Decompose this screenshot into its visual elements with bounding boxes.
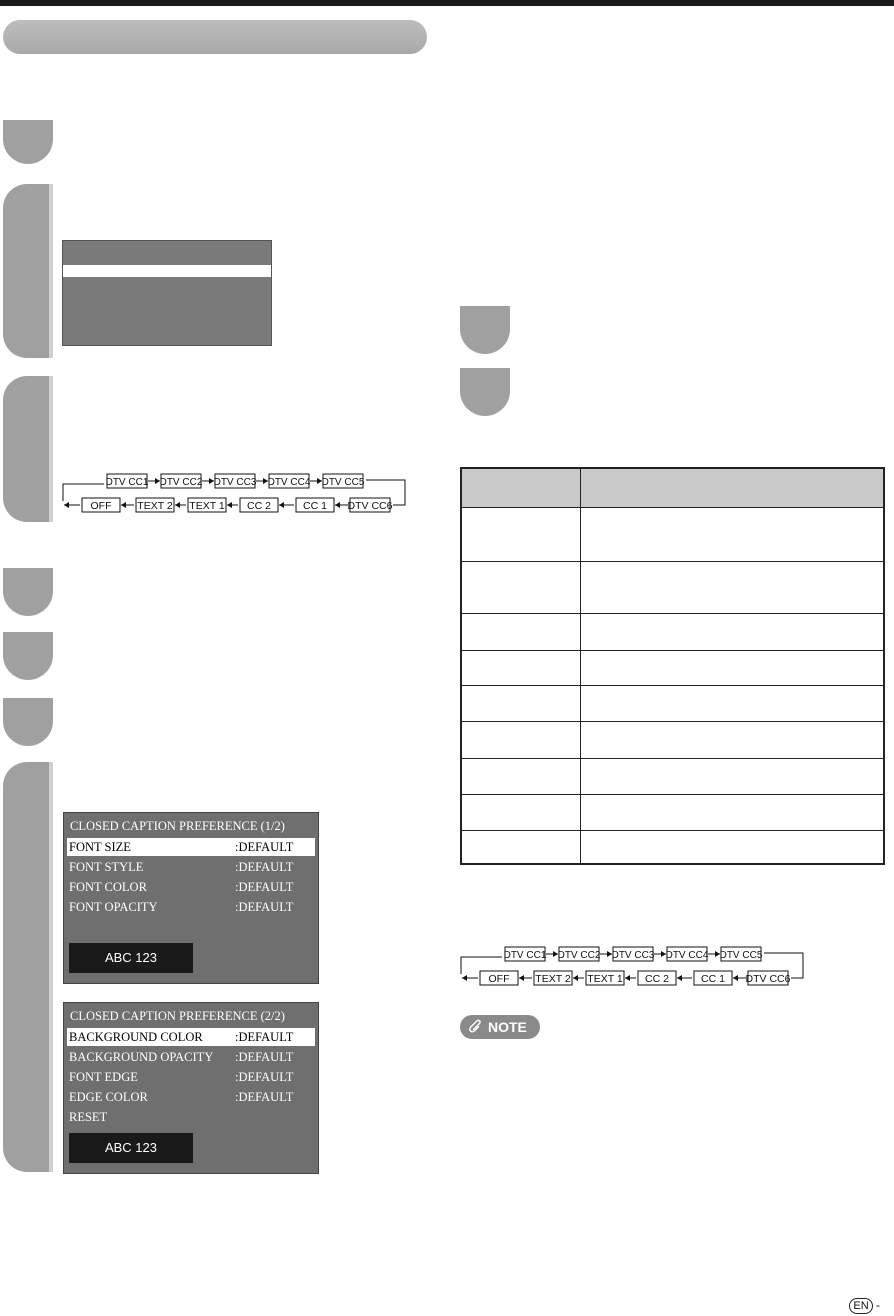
svg-text:OFF: OFF [90,500,112,512]
caption-mode-box [136,498,174,512]
caption-mode-box [240,498,278,512]
step-1-marker [3,120,53,164]
svg-text:TEXT 1: TEXT 1 [189,500,225,512]
cc-pref-row-font-size[interactable]: FONT SIZE :DEFAULT [67,838,315,856]
svg-text:CC 1: CC 1 [701,973,725,985]
caption-cycle-diagram-1 [60,470,415,523]
svg-text:DTV CC4: DTV CC4 [267,477,311,488]
svg-text:CC 1: CC 1 [303,500,327,512]
caption-mode-box [558,947,601,961]
cc-pref-row-reset[interactable]: RESET [69,1110,108,1124]
svg-text:TEXT 1: TEXT 1 [587,973,623,985]
caption-mode-box [586,971,624,985]
caption-cycle-svg [60,470,415,518]
cc-pref-row-font-color[interactable]: FONT COLOR :DEFAULT [69,880,294,894]
table-row-divider [462,794,883,795]
table-row-divider [462,721,883,722]
caption-mode-box [666,947,709,961]
step-7-marker [3,762,53,1172]
caption-sample-preview: ABC 123 [69,1133,193,1163]
cc-pref-title: CLOSED CAPTION PREFERENCE (1/2) [70,819,285,833]
cc-preference-screen-1 [63,812,319,984]
svg-text:TEXT 2: TEXT 2 [535,973,571,985]
cc-pref-row-font-opacity[interactable]: FONT OPACITY :DEFAULT [69,900,294,914]
caption-mode-box [160,474,203,488]
caption-cycle-diagram-2 [458,943,813,996]
caption-mode-box [638,971,676,985]
section-heading-bar [3,20,427,54]
step-5-marker [3,632,53,680]
caption-mode-box [322,474,365,488]
cc-pref-title: CLOSED CAPTION PREFERENCE (2/2) [70,1009,285,1023]
settings-table [460,467,885,865]
svg-text:TEXT 2: TEXT 2 [137,500,173,512]
caption-mode-box [612,947,655,961]
table-row-divider [462,650,883,651]
caption-menu-screen [62,240,272,346]
cc-pref-row-font-style[interactable]: FONT STYLE :DEFAULT [69,860,294,874]
caption-mode-box [504,947,547,961]
cc-pref-row-background-opacity[interactable]: BACKGROUND OPACITY :DEFAULT [69,1050,294,1064]
cc-preference-screen-2 [63,1002,319,1174]
step-right-2-marker [460,368,510,416]
svg-text:CC 2: CC 2 [247,500,271,512]
step-6-marker [3,698,53,746]
table-row-divider [462,685,883,686]
svg-text:OFF: OFF [488,973,510,985]
top-rule [0,0,894,6]
caption-mode-box [106,474,149,488]
caption-mode-box [694,971,732,985]
cc-pref-row-font-edge[interactable]: FONT EDGE :DEFAULT [69,1070,294,1084]
step-2-marker [3,184,53,358]
step-4-marker [3,568,53,616]
svg-text:DTV CC4: DTV CC4 [665,950,709,961]
caption-mode-box [534,971,572,985]
caption-mode-box [720,947,763,961]
caption-mode-box [82,498,120,512]
caption-mode-box [480,971,518,985]
svg-text:DTV CC1: DTV CC1 [503,950,547,961]
table-row-divider [462,613,883,614]
caption-mode-box [746,971,791,985]
caption-mode-box [188,498,226,512]
svg-text:DTV CC2: DTV CC2 [159,477,203,488]
table-row-divider [462,561,883,562]
table-column-divider [580,469,581,863]
cc-pref-row-background-color[interactable]: BACKGROUND COLOR :DEFAULT [67,1028,315,1046]
caption-mode-box [268,474,311,488]
svg-text:DTV CC1: DTV CC1 [105,477,149,488]
caption-mode-box [214,474,257,488]
table-header [462,469,883,508]
note-badge: NOTE [460,1015,540,1039]
caption-mode-box [296,498,334,512]
svg-text:CC 2: CC 2 [645,973,669,985]
page-language-badge: EN - [849,1298,880,1314]
table-row-divider [462,758,883,759]
svg-text:DTV CC2: DTV CC2 [557,950,601,961]
svg-text:DTV CC3: DTV CC3 [213,477,257,488]
step-3-marker [3,376,53,522]
caption-cycle-svg [458,943,813,991]
menu-highlight-row [63,265,271,277]
svg-text:DTV CC5: DTV CC5 [719,950,763,961]
svg-text:DTV CC6: DTV CC6 [745,973,791,985]
table-row-divider [462,830,883,831]
paperclip-icon [468,1019,484,1035]
caption-sample-preview: ABC 123 [69,943,193,973]
caption-mode-box [348,498,393,512]
svg-text:DTV CC3: DTV CC3 [611,950,655,961]
svg-text:DTV CC5: DTV CC5 [321,477,365,488]
step-right-1-marker [460,306,510,354]
svg-text:DTV CC6: DTV CC6 [347,500,393,512]
cc-pref-row-edge-color[interactable]: EDGE COLOR :DEFAULT [69,1090,294,1104]
